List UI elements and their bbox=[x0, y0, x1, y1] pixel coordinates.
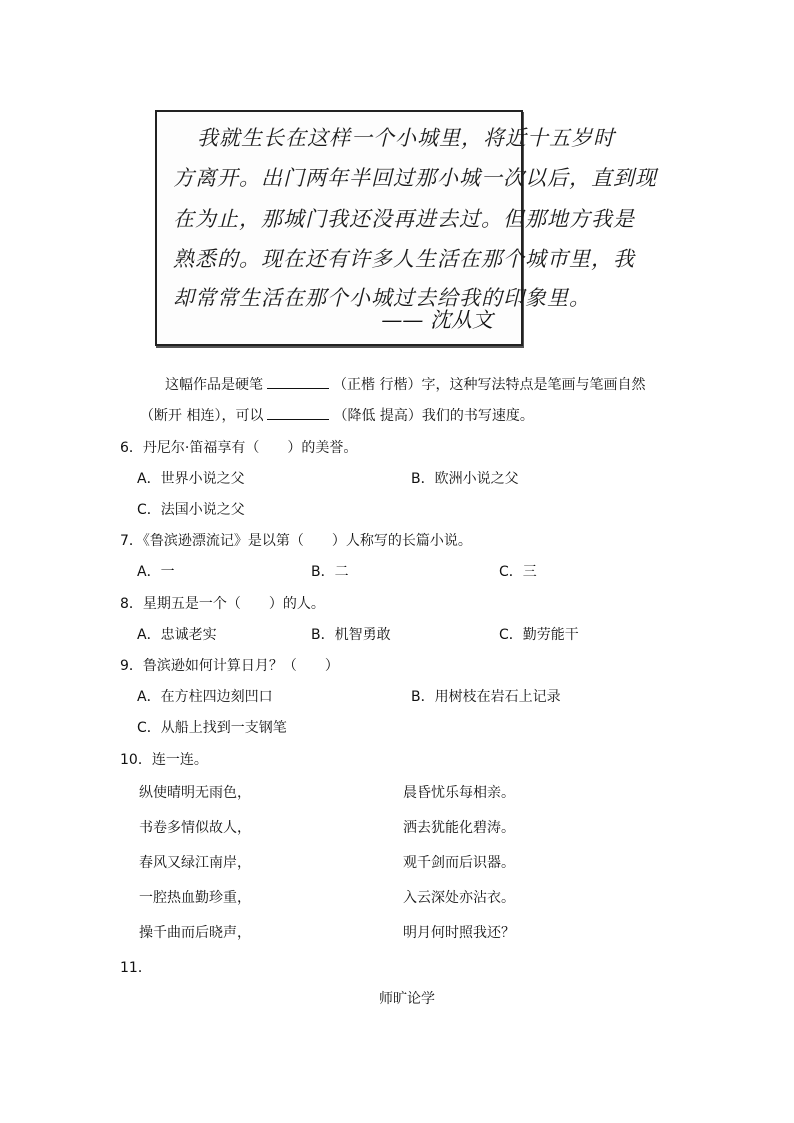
match-right-item[interactable]: 洒去犹能化碧涛。 bbox=[403, 820, 515, 836]
handwriting-line: 却常常生活在那个小城过去给我的印象里。 bbox=[173, 286, 591, 310]
option-a[interactable]: A．一 bbox=[137, 564, 175, 580]
handwriting-line: 我就生长在这样一个小城里，将近十五岁时 bbox=[197, 126, 615, 150]
handwriting-signature: —— 沈从文 bbox=[381, 308, 493, 332]
q5-text: （断开 相连），可以 bbox=[140, 408, 264, 424]
option-b[interactable]: B．机智勇敢 bbox=[311, 627, 391, 643]
match-left-item[interactable]: 一腔热血勤珍重， bbox=[139, 890, 251, 906]
match-right-item[interactable]: 明月何时照我还？ bbox=[403, 925, 515, 941]
handwriting-line: 方离开。出门两年半回过那小城一次以后，直到现 bbox=[173, 166, 657, 190]
option-a[interactable]: A．在方柱四边刻凹口 bbox=[137, 689, 273, 705]
q5-line-1 bbox=[165, 374, 645, 394]
handwriting-image bbox=[155, 110, 657, 346]
answer-blank[interactable] bbox=[267, 405, 329, 420]
match-left-item[interactable]: 纵使晴明无雨色， bbox=[139, 785, 251, 801]
match-right-item[interactable]: 晨昏忧乐每相亲。 bbox=[403, 785, 515, 801]
match-left-item[interactable]: 春风又绿江南岸， bbox=[139, 855, 251, 871]
match-left-item[interactable]: 书卷多情似故人， bbox=[139, 820, 251, 836]
match-right-item[interactable]: 观千剑而后识器。 bbox=[403, 855, 515, 871]
question-stem: 7．《鲁滨逊漂流记》是以第（ ）人称写的长篇小说。 bbox=[120, 533, 472, 549]
option-c[interactable]: C．三 bbox=[499, 564, 537, 580]
question-stem: 9．鲁滨逊如何计算日月？（ ） bbox=[120, 658, 339, 674]
option-c[interactable]: C．从船上找到一支钢笔 bbox=[137, 720, 287, 736]
passage-title: 师旷论学 bbox=[379, 991, 435, 1007]
question-stem: 10．连一连。 bbox=[120, 752, 208, 768]
q5-text: （降低 提高）我们的书写速度。 bbox=[333, 408, 534, 424]
answer-blank[interactable] bbox=[267, 374, 329, 389]
option-b[interactable]: B．欧洲小说之父 bbox=[411, 471, 519, 487]
option-a[interactable]: A．世界小说之父 bbox=[137, 471, 245, 487]
question-stem: 11． bbox=[120, 960, 152, 976]
question-stem: 8．星期五是一个（ ）的人。 bbox=[120, 596, 325, 612]
option-a[interactable]: A．忠诚老实 bbox=[137, 627, 217, 643]
option-b[interactable]: B．用树枝在岩石上记录 bbox=[411, 689, 561, 705]
option-b[interactable]: B．二 bbox=[311, 564, 349, 580]
match-left-item[interactable]: 操千曲而后晓声， bbox=[139, 925, 251, 941]
question-stem: 6．丹尼尔·笛福享有（ ）的美誉。 bbox=[120, 440, 358, 456]
option-c[interactable]: C．勤劳能干 bbox=[499, 627, 579, 643]
match-right-item[interactable]: 入云深处亦沾衣。 bbox=[403, 890, 515, 906]
q5-text: 这幅作品是硬笔 bbox=[165, 377, 263, 393]
handwriting-line: 熟悉的。现在还有许多人生活在那个城市里，我 bbox=[173, 247, 635, 271]
q5-text: （正楷 行楷）字，这种写法特点是笔画与笔画自然 bbox=[333, 377, 646, 393]
handwriting-line: 在为止，那城门我还没再进去过。但那地方我是 bbox=[173, 207, 635, 231]
q5-line-2 bbox=[140, 405, 534, 425]
option-c[interactable]: C．法国小说之父 bbox=[137, 502, 245, 518]
